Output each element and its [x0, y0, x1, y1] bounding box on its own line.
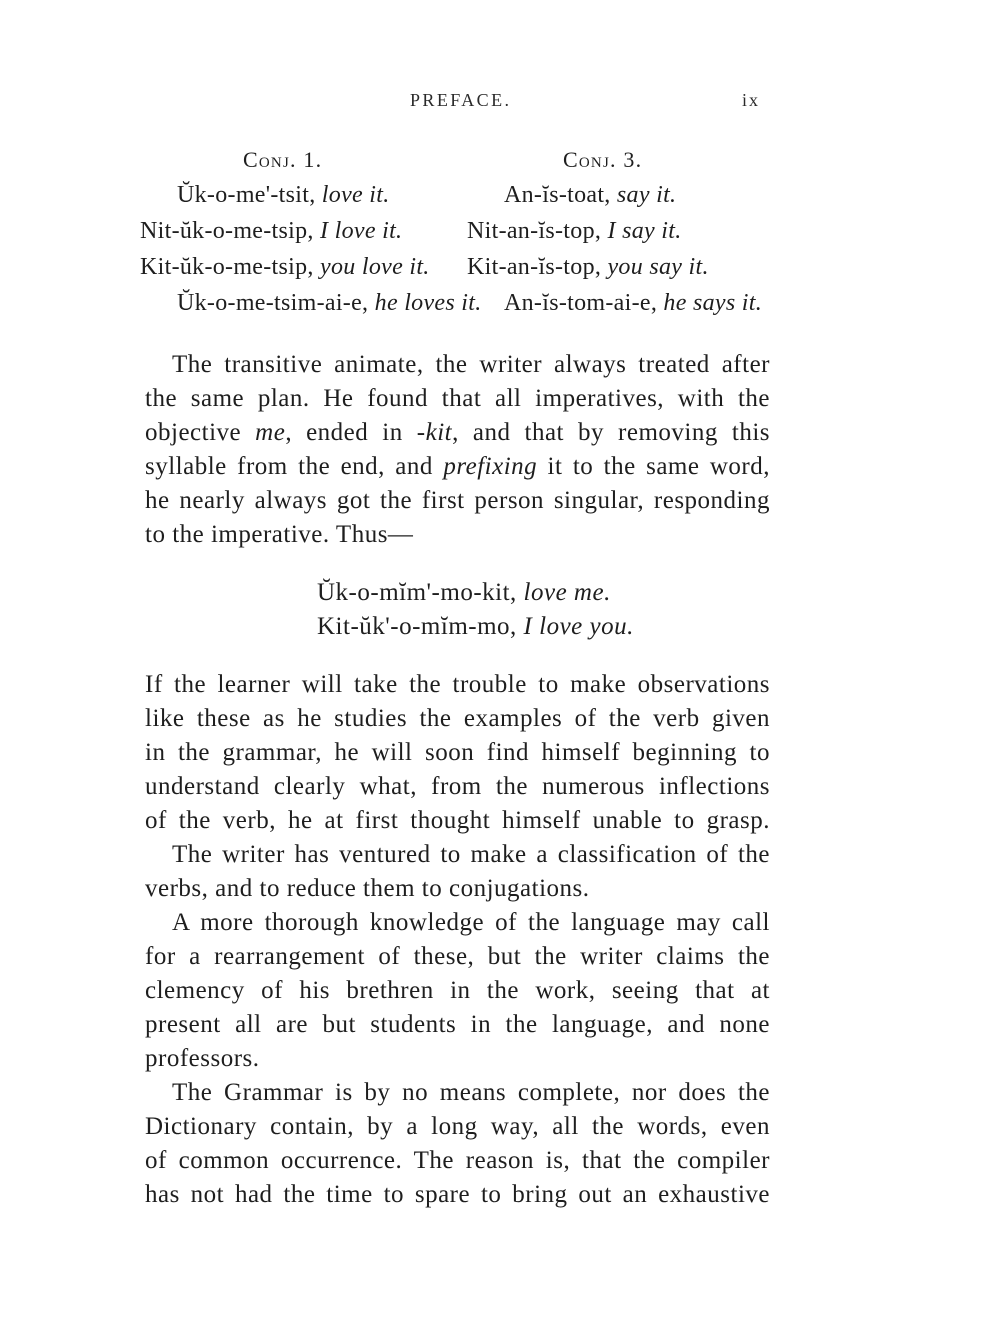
running-title: PREFACE. [410, 90, 512, 110]
text-block [145, 668, 770, 1212]
text-line [145, 484, 770, 518]
text-run: Nit-an-ĭs-top, [467, 218, 608, 244]
text-run: it to the same word, [537, 453, 770, 480]
text-run: he nearly always got the first person singular, responding [145, 487, 770, 514]
text-run: to the imperative. Thus— [145, 521, 414, 548]
text-line [145, 940, 770, 974]
text-run: The transitive animate, the writer always treated after [172, 351, 770, 378]
text-line [145, 1042, 770, 1076]
text-run: Kit-ŭk'-o-mĭm-mo, [317, 613, 524, 640]
text-run: has not had the time to spare to bring out an exhaustive [145, 1181, 770, 1208]
paragraph [145, 348, 770, 552]
text-run: the same plan. He found that all imperatives, with the [145, 385, 770, 412]
text-run: Ŭk-o-me'-tsit, [177, 182, 322, 208]
italic-text-run: say it. [616, 182, 677, 208]
text-line [145, 770, 770, 804]
paragraph [145, 838, 770, 906]
text-run: Ŭk-o-me-tsim-ai-e, [177, 290, 375, 316]
conjugation-3-column [467, 143, 772, 321]
text-run: An-ĭs-toat, [504, 182, 617, 208]
text-run: Kit-ŭk-o-me-tsip, [140, 254, 321, 280]
italic-text-run: you love it. [320, 254, 430, 280]
text-run: verbs, and to reduce them to conjugations. [145, 875, 590, 902]
text-line [145, 804, 770, 838]
conjugation-row [467, 249, 772, 285]
italic-text-run: me [255, 419, 286, 446]
text-run: Kit-an-ĭs-top, [467, 254, 608, 280]
conjugation-row [140, 213, 460, 249]
text-run: A more thorough knowledge of the language may call [172, 909, 770, 936]
text-line [145, 736, 770, 770]
text-line [145, 1008, 770, 1042]
italic-text-run: he loves it. [374, 290, 482, 316]
conjugation-row [467, 213, 772, 249]
text-line [145, 906, 770, 940]
conjugation-row [140, 177, 460, 213]
text-block [145, 348, 770, 552]
text-line [145, 1110, 770, 1144]
conjugation-row [140, 249, 460, 285]
text-run: of common occurrence. The reason is, that the compiler [145, 1147, 770, 1174]
text-run: for a rearrangement of these, but the writer claims the [145, 943, 770, 970]
conjugation-heading: Conj. 1. [243, 147, 323, 172]
italic-text-run: I say it. [607, 218, 682, 244]
text-run: Nit-ŭk-o-me-tsip, [140, 218, 321, 244]
example-line [317, 576, 634, 610]
italic-text-run: I love you. [523, 613, 634, 640]
conjugation-row [467, 285, 772, 321]
paragraph [145, 1076, 770, 1212]
text-run: clemency of his brethren in the work, seeing that at [145, 977, 770, 1004]
text-run: The Grammar is by no means complete, nor does the [172, 1079, 770, 1106]
paragraph [145, 906, 770, 1076]
text-line [145, 348, 770, 382]
conjugation-row [140, 285, 482, 321]
text-run: Dictionary contain, by a long way, all the words, even [145, 1113, 770, 1140]
text-line [145, 838, 770, 872]
text-line [145, 872, 770, 906]
conjugation-heading: Conj. 3. [563, 147, 643, 172]
italic-text-run: love it. [321, 182, 390, 208]
example-forms [317, 576, 634, 644]
text-run: , and that by removing this [452, 419, 770, 446]
text-run: objective [145, 419, 256, 446]
text-line [145, 974, 770, 1008]
italic-text-run: prefixing [443, 453, 538, 480]
italic-text-run: you say it. [607, 254, 709, 280]
italic-text-run: he says it. [663, 290, 763, 316]
text-run: professors. [145, 1045, 260, 1072]
text-run: of the verb, he at first thought himself unable to grasp. [145, 807, 770, 834]
text-line [145, 1076, 770, 1110]
text-line [145, 702, 770, 736]
italic-text-run: I love it. [320, 218, 403, 244]
text-line [145, 1144, 770, 1178]
example-line [317, 610, 634, 644]
text-line [145, 668, 770, 702]
text-line [145, 1178, 770, 1212]
italic-text-run: love me. [523, 579, 611, 606]
paragraph [145, 668, 770, 838]
text-run: in the grammar, he will soon find himself beginning to [145, 739, 770, 766]
text-run: If the learner will take the trouble to make observations [145, 671, 770, 698]
text-run: An-ĭs-tom-ai-e, [504, 290, 664, 316]
text-line [145, 518, 770, 552]
text-run: understand clearly what, from the numerous inflections [145, 773, 770, 800]
text-line [145, 416, 770, 450]
text-line [145, 382, 770, 416]
conjugation-rows [467, 177, 772, 321]
page-number: ix [742, 90, 761, 110]
text-run: syllable from the end, and [145, 453, 444, 480]
text-run: present all are but students in the language, and none [145, 1011, 770, 1038]
text-run: like these as he studies the examples of the verb given [145, 705, 770, 732]
italic-text-run: -kit [416, 419, 453, 446]
text-line [145, 450, 770, 484]
text-run: The writer has ventured to make a classification of the [172, 841, 770, 868]
conjugation-1-column [140, 143, 482, 321]
conjugation-rows [140, 177, 482, 321]
conjugation-row [467, 177, 772, 213]
text-run: , ended in [285, 419, 417, 446]
text-run: Ŭk-o-mĭm'-mo-kit, [317, 579, 524, 606]
